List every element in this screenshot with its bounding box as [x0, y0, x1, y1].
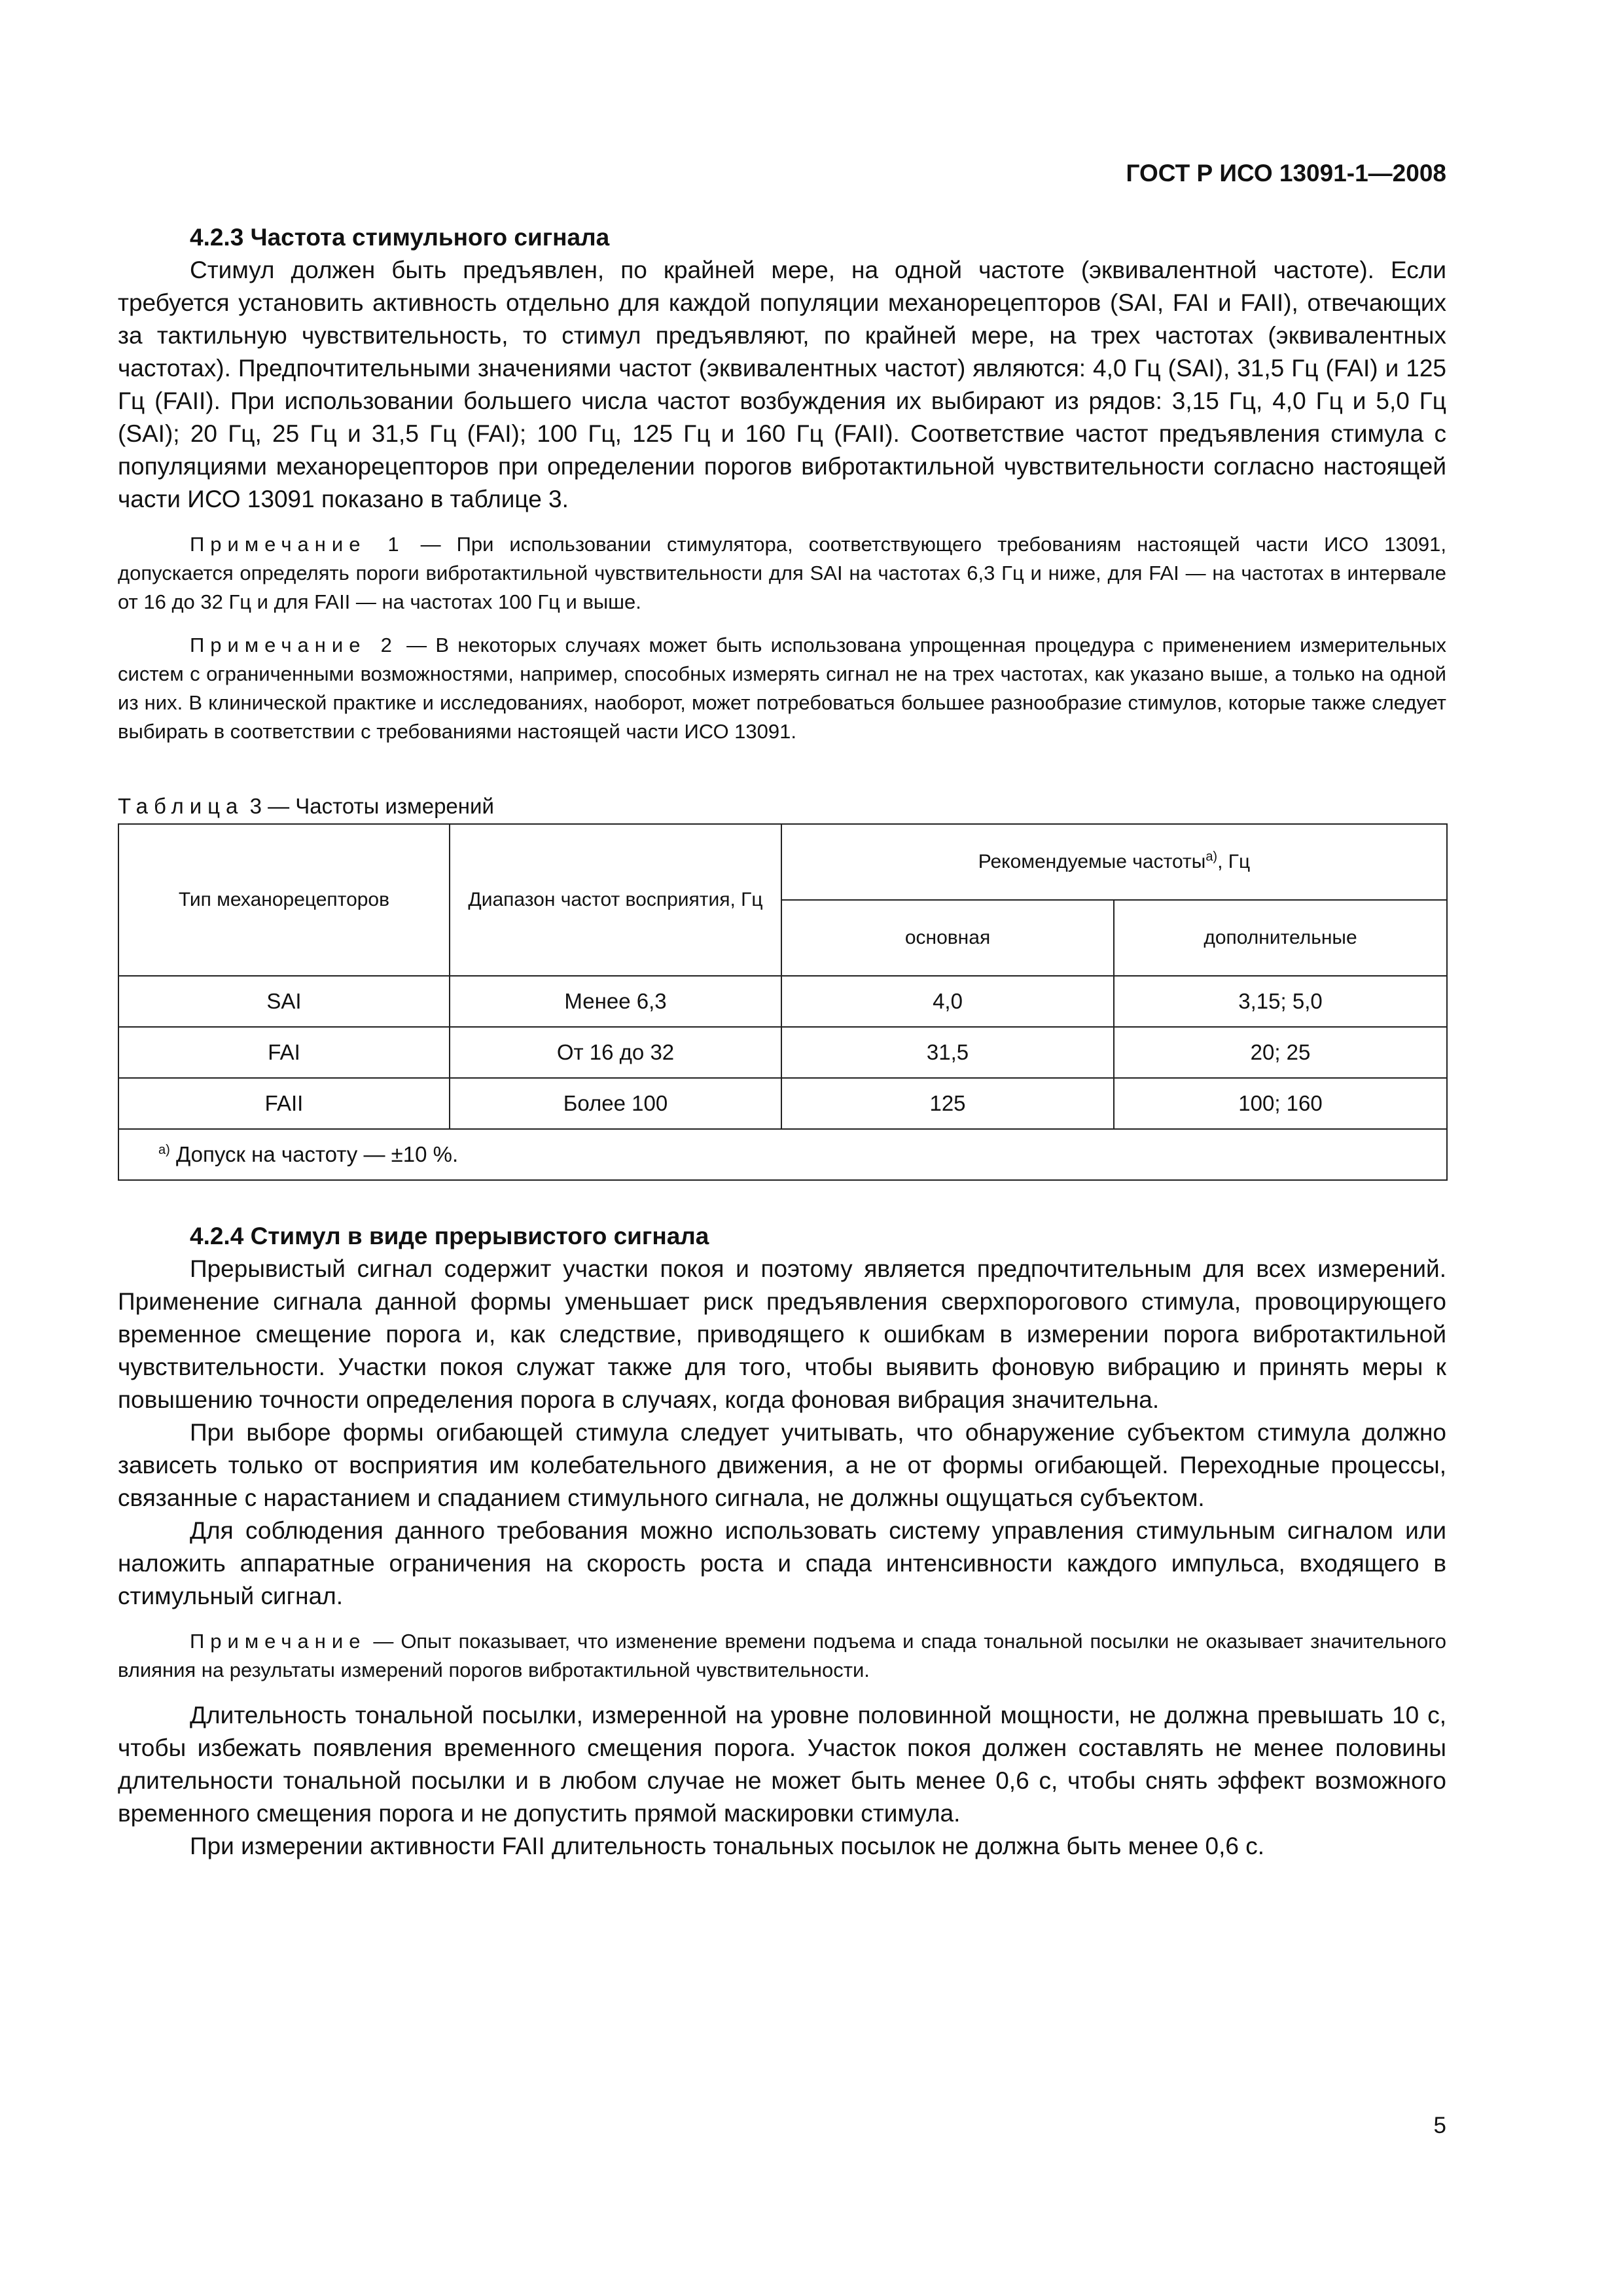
table-row [118, 1027, 1447, 1078]
paragraph: Длительность тональной посылки, измеренной на уровне половинной мощности, не должна превышать 10 с, чтобы избежать появления временного смещения порога. Участок покоя должен составлять не менее половины длительности тональной посылки и в любом случае не может быть менее 0,6 с, чтобы снять эффект возможного временного смещения порога и не допустить прямой маскировки стимула. [118, 1702, 1446, 1827]
section-heading: 4.2.4 Стимул в виде прерывистого сигнала [190, 1223, 709, 1249]
note-label: Примечание 2 [190, 634, 398, 656]
column-header-type: Тип механорецепторов [118, 824, 450, 976]
note-text: — В некоторых случаях может быть использована упрощенная процедура с применением измерительных систем с ограниченными возможностями, например, способных измерять сигнал не на трех частотах, как указано выше, а только на одной из них. В клинической практике и исследованиях, наоборот, может потребоваться большее разнообразие стимулов, которые также следует выбирать в соответствии с требованиями настоящей части ИСО 13091. [118, 634, 1446, 743]
cell-type: FAI [118, 1027, 450, 1078]
footnote-marker: a) [158, 1143, 170, 1157]
section-4-2-4 [118, 1220, 1446, 1863]
note-2 [118, 631, 1446, 746]
footnote-marker: a) [1205, 850, 1218, 864]
paragraph: Прерывистый сигнал содержит участки покоя и поэтому является предпочтительным для всех измерений. Применение сигнала данной формы уменьшает риск предъявления сверхпорогового стимула, провоцирующего временное смещение порога и, как следствие, приводящего к ошибкам в измерении порога вибротактильной чувствительности. Участки покоя служат также для того, чтобы выявить фоновую вибрацию и принять меры к повышению точности определения порога в случаях, когда фоновая вибрация значительна. [118, 1255, 1446, 1413]
paragraph: При измерении активности FAII длительность тональных посылок не должна быть менее 0,6 с. [190, 1833, 1265, 1859]
note-label: Примечание 1 [190, 533, 405, 556]
table-row [118, 976, 1447, 1027]
document-page [118, 157, 1446, 1863]
cell-additional: 100; 160 [1114, 1078, 1447, 1129]
table-footnote-row [118, 1129, 1447, 1180]
cell-main: 31,5 [781, 1027, 1114, 1078]
cell-additional: 20; 25 [1114, 1027, 1447, 1078]
footnote-text: Допуск на частоту — ±10 %. [169, 1142, 459, 1166]
cell-main: 125 [781, 1078, 1114, 1129]
column-header-recommended: Рекомендуемые частоты$^{a)}$, Гц [781, 824, 1447, 900]
cell-type: SAI [118, 976, 450, 1027]
cell-additional: 3,15; 5,0 [1114, 976, 1447, 1027]
cell-range: Более 100 [450, 1078, 781, 1129]
note-text: — При использовании стимулятора, соответствующего требованиям настоящей части ИСО 13091, допускается определять пороги вибротактильной чувствительности для SAI на частотах 6,3 Гц и ниже, для FAI — на частотах в интервале от 16 до 32 Гц и для FAII — на частотах 100 Гц и выше. [118, 533, 1446, 613]
column-header-range: Диапазон частот восприятия, Гц [450, 824, 781, 976]
table-header-row [118, 824, 1447, 900]
note [118, 1627, 1446, 1685]
paragraph: Стимул должен быть предъявлен, по крайней мере, на одной частоте (эквивалентной частоте). Если требуется установить активность отдельно для каждой популяции механорецепторов (SAI, FAI и FAII), отвечающих за тактильную чувствительность, то стимул предъявляют, по крайней мере, на трех частотах (эквивалентных частотах). Предпочтительными значениями частот (эквивалентных частот) являются: 4,0 Гц (SAI), 31,5 Гц (FAI) и 125 Гц (FAII). При использовании большего числа частот возбуждения их выбирают из рядов: 3,15 Гц, 4,0 Гц и 5,0 Гц (SAI); 20 Гц, 25 Гц и 31,5 Гц (FAI); 100 Гц, 125 Гц и 160 Гц (FAII). Соответствие частот предъявления стимула с популяциями механорецепторов при определении порогов вибротактильной чувствительности согласно настоящей части ИСО 13091 показано в таблице 3. [118, 257, 1446, 512]
cell-range: От 16 до 32 [450, 1027, 781, 1078]
standard-designation: ГОСТ Р ИСО 13091-1—2008 [1126, 160, 1446, 187]
column-header-main: основная [781, 900, 1114, 976]
table-caption [118, 792, 1446, 821]
column-header-additional: дополнительные [1114, 900, 1447, 976]
cell-range: Менее 6,3 [450, 976, 781, 1027]
frequency-table [118, 823, 1448, 1181]
cell-type: FAII [118, 1078, 450, 1129]
table-caption-text: 3 — Частоты измерений [249, 794, 494, 818]
note-label: Примечание [190, 1630, 366, 1653]
cell-main: 4,0 [781, 976, 1114, 1027]
table-caption-label: Таблица [118, 794, 244, 818]
section-heading: 4.2.3 Частота стимульного сигнала [190, 224, 610, 251]
table-row [118, 1078, 1447, 1129]
note-1 [118, 530, 1446, 617]
section-4-2-3 [118, 221, 1446, 746]
page-number: 5 [1433, 2113, 1446, 2138]
paragraph: При выборе формы огибающей стимула следует учитывать, что обнаружение субъектом стимула должно зависеть только от восприятия им колебательного движения, а не от формы огибающей. Переходные процессы, связанные с нарастанием и спаданием стимульного сигнала, не должны ощущаться субъектом. [118, 1419, 1446, 1511]
note-text: — Опыт показывает, что изменение времени подъема и спада тональной посылки не оказывает значительного влияния на результаты измерений порогов вибротактильной чувствительности. [118, 1630, 1446, 1681]
table-footnote [118, 1129, 1447, 1180]
paragraph: Для соблюдения данного требования можно использовать систему управления стимульным сигналом или наложить аппаратные ограничения на скорость роста и спада интенсивности каждого импульса, входящего в стимульный сигнал. [118, 1517, 1446, 1609]
